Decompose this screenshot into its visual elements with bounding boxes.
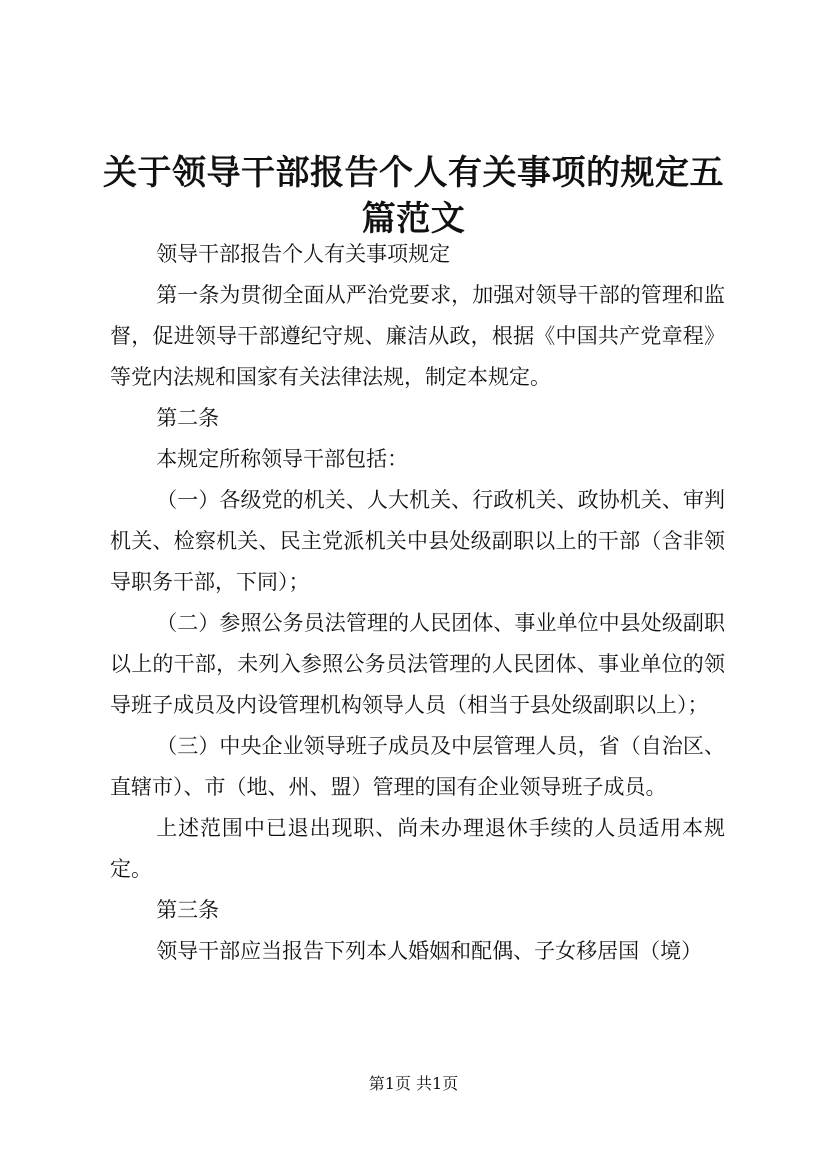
- paragraph-article-3-text: 领导干部应当报告下列本人婚姻和配偶、子女移居国（境）: [156, 939, 703, 963]
- paragraph-scope-item-1: （一）各级党的机关、人大机关、行政机关、政协机关、审判机关、检察机关、民主党派机关中县处级副职以上的干部（含非领导职务干部，下同）；: [110, 488, 725, 594]
- paragraph-scope-note: 上述范围中已退出现职、尚未办理退休手续的人员适用本规定。: [110, 816, 725, 881]
- paragraph-article-2-heading: 第二条: [156, 406, 220, 430]
- paragraph-scope-intro: 本规定所称领导干部包括：: [156, 447, 409, 471]
- document-title: 关于领导干部报告个人有关事项的规定五篇范文: [103, 153, 724, 239]
- paragraph-scope-item-3: （三）中央企业领导班子成员及中层管理人员，省（自治区、直辖市）、市（地、州、盟）管理的国有企业领导班子成员。: [110, 734, 725, 799]
- paragraph-heading: 领导干部报告个人有关事项规定: [156, 242, 451, 266]
- document-body: [110, 234, 725, 972]
- paragraph-article-1: 第一条为贯彻全面从严治党要求，加强对领导干部的管理和监督，促进领导干部遵纪守规、廉洁从政，根据《中国共产党章程》等党内法规和国家有关法律法规，制定本规定。: [110, 283, 725, 389]
- page-number-footer: 第1页 共1页: [368, 1074, 459, 1093]
- paragraph-article-3-heading: 第三条: [156, 898, 220, 922]
- paragraph-scope-item-2: （二）参照公务员法管理的人民团体、事业单位中县处级副职以上的干部，未列入参照公务员法管理的人民团体、事业单位的领导班子成员及内设管理机构领导人员（相当于县处级副职以上）；: [110, 611, 725, 717]
